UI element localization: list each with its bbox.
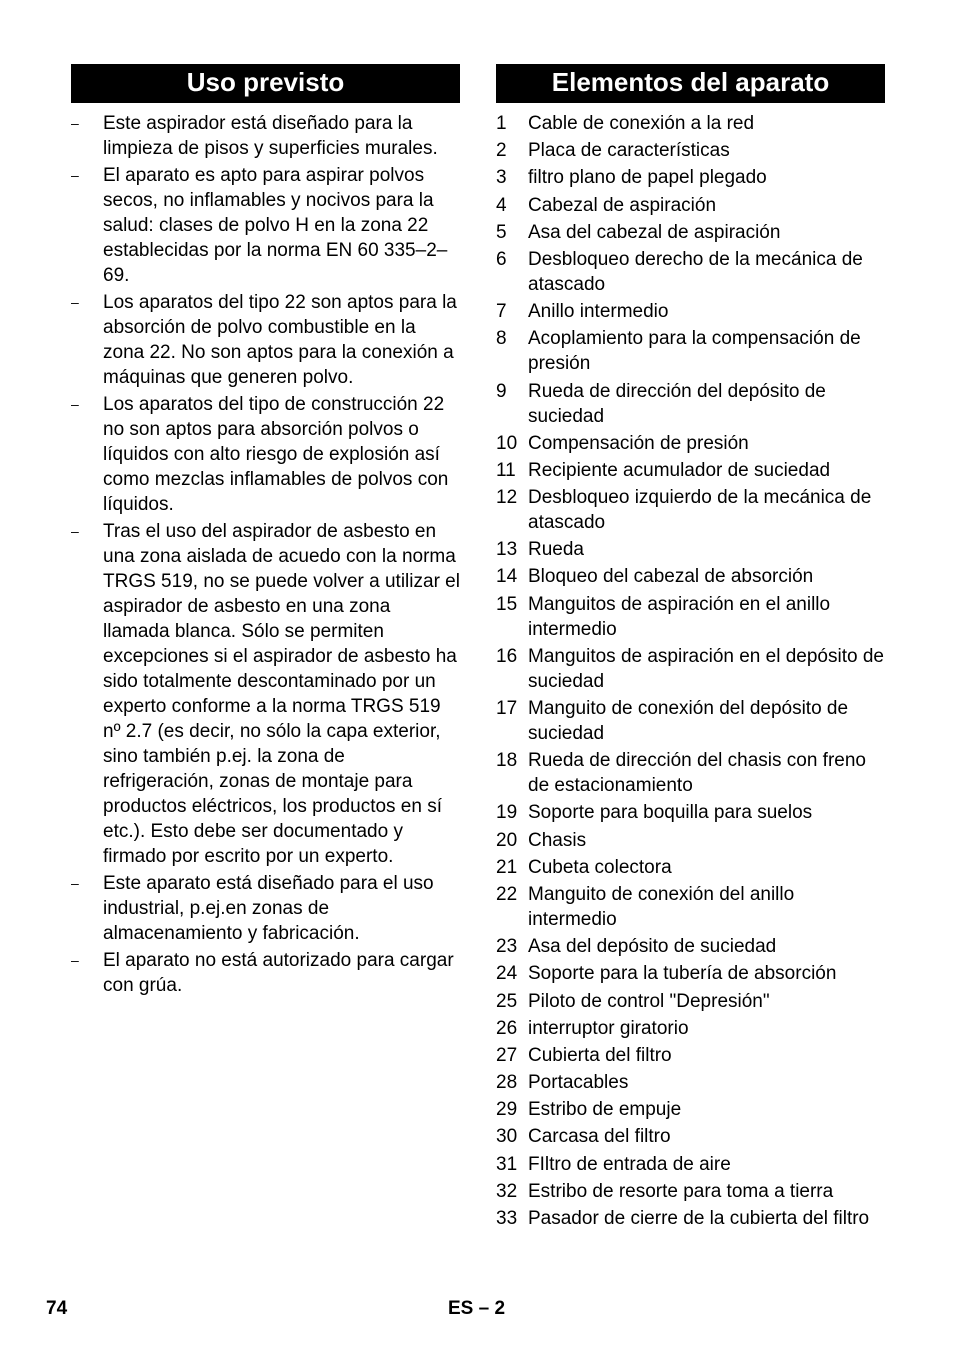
item-label: Pasador de cierre de la cubierta del filtro: [528, 1208, 870, 1229]
list-item-text: El aparato no está autorizado para cargar con grúa.: [103, 950, 454, 996]
list-item: [496, 379, 885, 429]
list-item: [496, 485, 885, 535]
item-label: Rueda de dirección del depósito de suciedad: [528, 380, 826, 427]
list-item: [496, 696, 885, 746]
dash-bullet: –: [71, 294, 79, 310]
item-number: 16: [496, 645, 518, 667]
item-label: Chasis: [528, 829, 587, 851]
dash-bullet: –: [71, 875, 79, 891]
item-number: 26: [496, 1017, 518, 1039]
item-number: 33: [496, 1208, 518, 1229]
item-label: Soporte para boquilla para suelos: [528, 802, 813, 824]
item-number: 8: [496, 328, 507, 350]
list-item: [71, 163, 460, 288]
list-item: [496, 644, 885, 694]
item-label: Soporte para la tubería de absorción: [528, 963, 837, 985]
item-number: 25: [496, 990, 518, 1012]
item-number: 32: [496, 1180, 518, 1202]
item-number: 29: [496, 1099, 518, 1121]
list-item: [496, 1070, 885, 1095]
item-label: Asa del depósito de suciedad: [528, 936, 777, 958]
list-item: [71, 519, 460, 869]
list-item: [496, 220, 885, 245]
list-item: [71, 392, 460, 517]
list-item: [496, 1206, 885, 1231]
item-label: Piloto de control "Depresión": [528, 990, 770, 1012]
item-number: 6: [496, 248, 507, 270]
intended-use-heading: Uso previsto: [71, 64, 460, 103]
item-label: Manguitos de aspiración en el depósito de suciedad: [528, 645, 884, 692]
item-label: Rueda de dirección del chasis con freno de estacionamiento: [528, 750, 866, 797]
list-item: [71, 871, 460, 946]
item-label: Desbloqueo izquierdo de la mecánica de atascado: [528, 487, 872, 534]
list-item: [496, 989, 885, 1014]
item-label: Acoplamiento para la compensación de presión: [528, 328, 861, 375]
list-item-text: Este aparato está diseñado para el uso industrial, p.ej.en zonas de almacenamiento y fabricación.: [103, 873, 434, 944]
dash-bullet: –: [71, 952, 79, 968]
dash-bullet: –: [71, 523, 79, 539]
item-number: 14: [496, 566, 518, 588]
item-label: Cable de conexión a la red: [528, 113, 755, 134]
list-item-text: Este aspirador está diseñado para la limpieza de pisos y superficies murales.: [103, 113, 438, 159]
item-label: interruptor giratorio: [528, 1017, 689, 1039]
item-number: 17: [496, 698, 518, 719]
list-item-text: Los aparatos del tipo 22 son aptos para la absorción de polvo combustible en la zona 22. No son aptos para la conexión a máquinas que generen polvo.: [103, 292, 457, 388]
list-item: [496, 961, 885, 986]
list-item: [496, 458, 885, 483]
list-item: [71, 948, 460, 998]
intended-use-section: [71, 64, 460, 1000]
item-number: 27: [496, 1044, 518, 1066]
device-elements-list: [496, 111, 885, 1231]
list-item: [496, 592, 885, 642]
list-item: [496, 855, 885, 880]
item-label: Manguito de conexión del anillo intermedio: [528, 883, 795, 930]
list-item: [496, 1097, 885, 1122]
item-number: 7: [496, 301, 507, 323]
device-elements-heading: Elementos del aparato: [496, 64, 885, 103]
item-number: 30: [496, 1126, 518, 1148]
list-item: [496, 247, 885, 297]
item-number: 23: [496, 936, 518, 958]
item-label: Recipiente acumulador de suciedad: [528, 459, 831, 481]
intended-use-list: [71, 111, 460, 998]
list-item: [496, 1124, 885, 1149]
item-number: 28: [496, 1072, 518, 1094]
item-label: Manguito de conexión del depósito de suciedad: [528, 698, 849, 744]
item-number: 20: [496, 829, 518, 851]
item-number: 24: [496, 963, 518, 985]
device-elements-section: [496, 64, 885, 1233]
item-number: 21: [496, 856, 518, 878]
section-label: ES – 2: [448, 1298, 506, 1319]
item-label: Carcasa del filtro: [528, 1126, 671, 1148]
list-item: [496, 934, 885, 959]
list-item: [496, 1152, 885, 1177]
item-number: 18: [496, 750, 518, 772]
item-number: 22: [496, 883, 518, 905]
list-item: [496, 299, 885, 324]
item-label: Manguitos de aspiración en el anillo intermedio: [528, 593, 831, 640]
list-item: [496, 748, 885, 798]
item-label: Estribo de resorte para toma a tierra: [528, 1180, 834, 1202]
item-number: 2: [496, 140, 507, 162]
dash-bullet: –: [71, 396, 79, 412]
list-item: [496, 564, 885, 589]
page-number: 74: [46, 1298, 68, 1319]
list-item: [496, 165, 885, 190]
item-number: 9: [496, 380, 507, 402]
item-label: Cabezal de aspiración: [528, 194, 717, 216]
item-number: 10: [496, 432, 518, 454]
item-label: Placa de características: [528, 140, 730, 162]
item-label: Compensación de presión: [528, 432, 749, 454]
list-item: [496, 537, 885, 562]
list-item: [496, 1016, 885, 1041]
item-number: 15: [496, 593, 518, 615]
list-item: [496, 193, 885, 218]
item-label: Portacables: [528, 1072, 629, 1094]
list-item: [496, 111, 885, 136]
item-label: Cubierta del filtro: [528, 1044, 672, 1066]
item-number: 12: [496, 487, 518, 509]
list-item: [496, 882, 885, 932]
item-label: Estribo de empuje: [528, 1099, 682, 1121]
list-item: [496, 431, 885, 456]
item-number: 19: [496, 802, 518, 824]
item-label: Anillo intermedio: [528, 301, 669, 323]
item-label: Rueda: [528, 539, 584, 561]
item-number: 5: [496, 221, 507, 243]
dash-bullet: –: [71, 115, 79, 131]
list-item: [496, 1179, 885, 1204]
item-number: 1: [496, 113, 507, 134]
item-number: 3: [496, 167, 507, 189]
list-item: [496, 800, 885, 825]
list-item-text: Tras el uso del aspirador de asbesto en una zona aislada de acuedo con la norma TRGS 519, no se puede volver a utilizar el aspirador de asbesto en una zona llamada blanca. Sólo se permiten excepciones si el aspirador de asbesto ha sido totalmente descontaminado por un experto conforme a la norma TRGS 519 nº 2.7 (es decir, no sólo la capa exterior, sino también p.ej. la zona de refrigeración, zonas de montaje para productos eléctricos, los productos en sí etc.). Esto debe ser documentado y firmado por escrito por un experto.: [103, 521, 460, 867]
item-number: 4: [496, 194, 507, 216]
item-label: Desbloqueo derecho de la mecánica de atascado: [528, 248, 863, 295]
item-number: 31: [496, 1153, 518, 1175]
list-item: [496, 828, 885, 853]
item-number: 13: [496, 539, 518, 561]
list-item: [71, 290, 460, 390]
item-number: 11: [496, 459, 516, 481]
item-label: Asa del cabezal de aspiración: [528, 221, 781, 243]
item-label: Bloqueo del cabezal de absorción: [528, 566, 814, 588]
list-item: [496, 138, 885, 163]
list-item: [496, 326, 885, 376]
list-item-text: El aparato es apto para aspirar polvos secos, no inflamables y nocivos para la salud: clases de polvo H en la zona 22 establecidas por la norma EN 60 335–2–69.: [103, 165, 448, 286]
list-item: [496, 1043, 885, 1068]
item-label: FIltro de entrada de aire: [528, 1153, 731, 1175]
list-item-text: Los aparatos del tipo de construcción 22 no son aptos para absorción polvos o líquidos con alto riesgo de explosión así como mezclas inflamables de polvos con líquidos.: [103, 394, 449, 515]
item-label: filtro plano de papel plegado: [528, 167, 767, 189]
list-item: [71, 111, 460, 161]
dash-bullet: –: [71, 167, 79, 183]
item-label: Cubeta colectora: [528, 856, 672, 878]
